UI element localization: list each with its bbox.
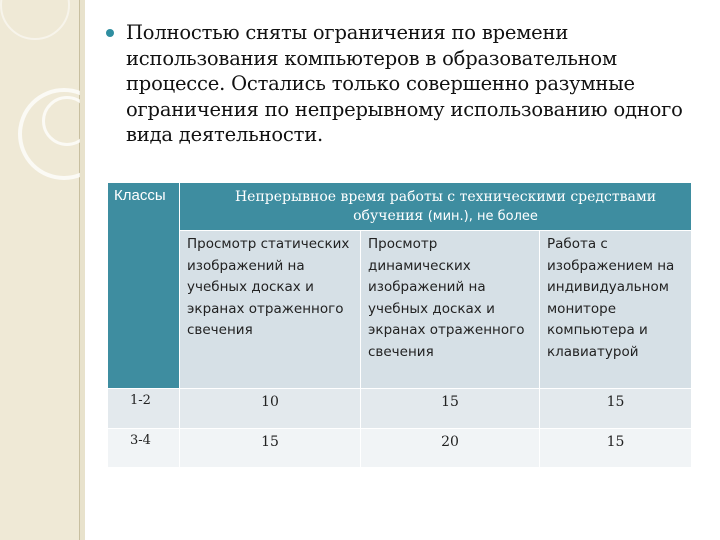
main-header	[180, 183, 692, 231]
column-header-dynamic: Просмотр динамических изображений на учебных досках и экранах отраженного свечения	[361, 231, 540, 389]
main-header-line1: Непрерывное время работы с техническими средствами	[234, 189, 657, 205]
bullet-text: Полностью сняты ограничения по времени использования компьютеров в образовательном процессе. Остались только совершенно разумные ограничения по непрерывному использованию одного вида деятельности.	[126, 21, 683, 146]
column-header-static: Просмотр статических изображений на учебных досках и экранах отраженного свечения	[180, 231, 361, 389]
main-header-line2a: обучения	[353, 208, 424, 224]
value-cell: 15	[540, 429, 692, 468]
table-row	[108, 389, 692, 429]
column-header-row	[108, 231, 692, 389]
decorative-circle	[42, 96, 92, 146]
bullet-paragraph	[106, 20, 686, 148]
value-cell: 15	[540, 389, 692, 429]
bullet-icon	[106, 29, 114, 37]
time-limits-table	[107, 182, 692, 468]
value-cell: 15	[180, 429, 361, 468]
main-header-line2b: (мин.), не более	[427, 209, 538, 224]
classes-header-label: Классы	[114, 187, 166, 204]
table-row	[108, 429, 692, 468]
column-header-monitor: Работа с изображением на индивидуальном мониторе компьютера и клавиатурой	[540, 231, 692, 389]
value-cell: 15	[361, 389, 540, 429]
class-cell: 1-2	[108, 389, 180, 429]
decorative-side-strip	[0, 0, 80, 540]
class-cell: 3-4	[108, 429, 180, 468]
classes-header	[108, 183, 180, 389]
decorative-circle	[0, 0, 70, 40]
table-header-row	[108, 183, 692, 231]
value-cell: 20	[361, 429, 540, 468]
value-cell: 10	[180, 389, 361, 429]
